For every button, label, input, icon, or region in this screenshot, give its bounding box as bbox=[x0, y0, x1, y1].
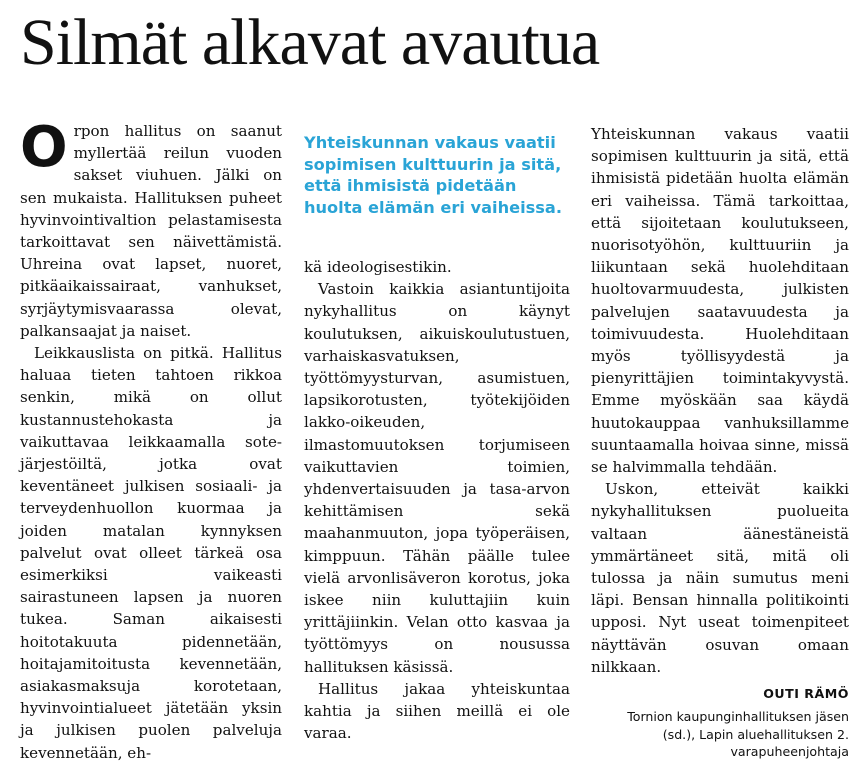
paragraph: Hallitus jakaa yhteiskuntaa kahtia ja siihen meillä ei ole varaa. bbox=[304, 679, 570, 743]
paragraph: Uskon, etteivät kaikki nykyhallituksen puolueita valtaan äänestäneistä ymmärtäneet sitä, mitä oli tulossa ja näin sumutus meni läpi. Bensan hinnalla politikointi upposi. Nyt useat toimenpiteet näyttävän osuvan omaan nilkkaan. bbox=[591, 480, 849, 676]
article-column-3 bbox=[591, 123, 849, 761]
paragraph-continuation: kä ideologisestikin. bbox=[304, 258, 452, 276]
article-column-1 bbox=[20, 115, 282, 764]
paragraph bbox=[20, 115, 282, 342]
paragraph: Vastoin kaikkia asiantuntijoita nykyhallitus on käynyt koulutuksen, aikuiskoulutustuen, varhaiskasvatuksen, työttömyysturvan, asumistuen, lapsikorotusten, työtekijöiden lakko-oikeuden, ilmastomuutoksen torjumiseen vaikuttavien toimien, yhdenvertaisuuden ja tasa-arvon kehittämisen sekä maahanmuuton, jopa työperäisen, kimppuun. Tähän päälle tulee vielä arvonlisäveron korotus, joka iskee niin kuluttajiin kuin yrittäjiinkin. Velan otto kasvaa ja työttömyys on nousussa hallituksen käsissä. bbox=[304, 280, 570, 676]
author-name: OUTI RÄMÖ bbox=[763, 686, 849, 702]
paragraph: Yhteiskunnan vakaus vaatii sopimisen kulttuurin ja sitä, että ihmisistä pidetään huolta elämän eri vaiheissa. Tämä tarkoittaa, että sijoitetaan koulutukseen, nuorisotyöhön, kulttuuriin ja liikuntaan sekä huolehditaan huoltovarmuudesta, julkisten palvelujen saatavuudesta ja toimivuudesta. Huolehditaan myös työllisyydestä ja pienyrittäjien toimintakyvystä. Emme myöskään saa käydä huutokauppaa vanhuksillamme suuntaamalla hoivaa sinne, missä se halvimmalla tehdään. bbox=[591, 125, 849, 477]
headline: Silmät alkavat avautua bbox=[20, 6, 600, 79]
paragraph-text: rpon hallitus on saanut myllertää reilun vuoden sakset viuhuen. Jälki on sen mukaista. Hallituksen puheet hyvinvointivaltion pelastamisesta tarkoittavat sen näivettämistä. Uhreina ovat lapset, nuoret, pitkäaikaissairaat, vanhukset, syrjäytymisvaarassa olevat, palkansaajat ja naiset. bbox=[20, 122, 282, 340]
drop-cap: O bbox=[20, 115, 68, 180]
pull-quote: Yhteiskunnan vakaus vaatii sopimisen kulttuurin ja sitä, että ihmisistä pidetään huolta elämän eri vaiheissa. bbox=[304, 133, 562, 217]
article-column-2 bbox=[304, 126, 570, 744]
paragraph: Leikkauslista on pitkä. Hallitus haluaa tieten tahtoen rikkoa senkin, mikä on ollut kustannustehokasta ja vaikuttavaa leikkaamalla sote-järjestöiltä, jotka ovat keventäneet julkisen sosiaali- ja terveydenhuollon kuormaa ja joiden matalan kynnyksen palvelut ovat olleet tärkeä osa esimerkiksi vaikeasti sairastuneen lapsen ja nuoren tukea. Saman aikaisesti hoitotakuuta pidennetään, hoitajamitoitusta kevennetään, asiakasmaksuja korotetaan, hyvinvointialueet jätetään yksin ja julkisen puolen palveluja kevennetään, eh- bbox=[20, 344, 282, 762]
author-title: Tornion kaupunginhallituksen jäsen (sd.), Lapin aluehallituksen 2. varapuheenjohtaja bbox=[627, 709, 849, 760]
